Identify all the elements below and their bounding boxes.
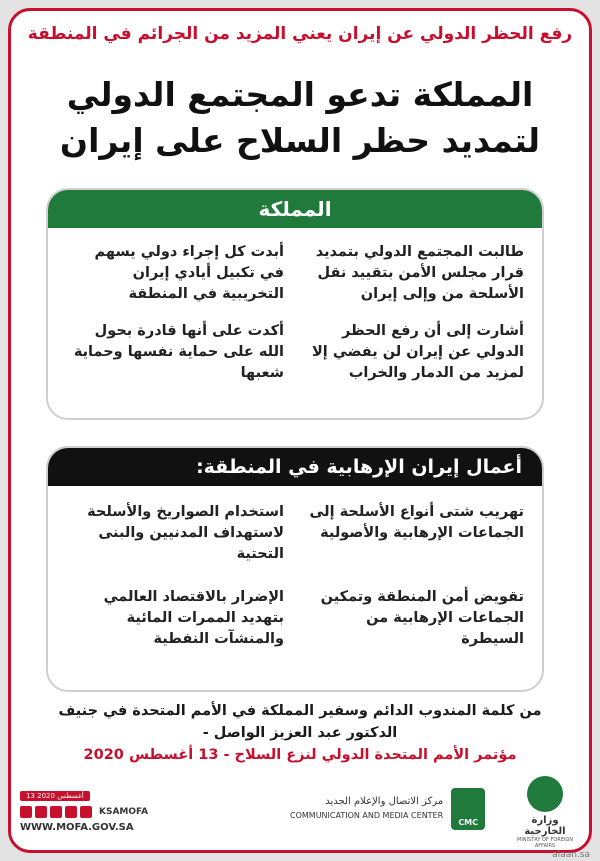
mofa-name-en: MINISTRY OF FOREIGN AFFAIRS	[517, 837, 573, 849]
social-links	[20, 806, 148, 818]
footer-social-block	[20, 790, 148, 833]
kingdom-item: أكدت على أنها قادرة بحول الله على حماية نفسها وحماية شعبها	[73, 323, 284, 381]
kingdom-card	[46, 188, 544, 420]
kingdom-item: طالبت المجتمع الدولي بتمديد قرار مجلس الأمن بتقييد نقل الأسلحة من وإلى إيران	[315, 244, 524, 302]
saudi-emblem-icon	[527, 776, 563, 812]
kingdom-item: أشارت إلى أن رفع الحظر الدولي عن إيران لن يفضي إلا لمزيد من الدمار والخراب	[312, 323, 524, 381]
title-line-2: لتمديد حظر السلاح على إيران	[59, 121, 541, 160]
iran-items-grid	[48, 486, 542, 650]
iran-item: تهريب شتى أنواع الأسلحة إلى الجماعات الإرهابية والأصولية	[309, 504, 524, 541]
facebook-icon[interactable]	[65, 806, 77, 818]
snapchat-icon[interactable]	[50, 806, 62, 818]
social-handle[interactable]: KSAMOFA	[99, 807, 149, 817]
quote-line-1: من كلمة المندوب الدائم وسفير المملكة في الأمم المتحدة في جنيف	[58, 703, 542, 719]
cmc-block	[290, 788, 485, 830]
subtitle: رفع الحظر الدولي عن إيران يعني المزيد من الجرائم في المنطقة	[27, 24, 573, 44]
kingdom-card-heading: المملكة	[48, 190, 542, 228]
quote-line-3: مؤتمر الأمم المتحدة الدولي لنزع السلاح - 13 أغسطس 2020	[83, 747, 517, 763]
cmc-name-en: COMMUNICATION AND MEDIA CENTER	[290, 811, 444, 820]
source-quote	[40, 700, 560, 766]
kingdom-item: أبدت كل إجراء دولي يسهم في تكبيل أيادي إيران التخريبية في المنطقة	[94, 244, 284, 302]
mofa-name-ar: وزارة الخارجية	[524, 815, 566, 837]
kingdom-items-grid	[48, 228, 542, 384]
mofa-logo	[510, 776, 580, 849]
twitter-icon[interactable]	[80, 806, 92, 818]
iran-item: تقويض أمن المنطقة وتمكين الجماعات الإرهابية من السيطرة	[320, 589, 524, 647]
iran-item: استخدام الصواريخ والأسلحة لاستهداف المدنيين والبنى التحتية	[87, 504, 284, 562]
iran-item: الإضرار بالاقتصاد العالمي بتهديد الممرات المائية والمنشآت النفطية	[103, 589, 284, 647]
cmc-logo-icon: CMC	[451, 788, 485, 830]
quote-line-2: الدكتور عبد العزيز الواصل -	[202, 725, 398, 741]
youtube-icon[interactable]	[20, 806, 32, 818]
date-badge: 13 أغسطس 2020	[20, 791, 90, 801]
page-title	[20, 72, 580, 164]
website-link[interactable]: WWW.MOFA.GOV.SA	[20, 822, 134, 833]
watermark-credit: alaan.sa	[552, 850, 590, 860]
iran-card	[46, 446, 544, 692]
iran-card-heading: أعمال إيران الإرهابية في المنطقة:	[48, 448, 542, 486]
cmc-text	[290, 795, 443, 823]
title-line-1: المملكة تدعو المجتمع الدولي	[66, 75, 534, 114]
instagram-icon[interactable]	[35, 806, 47, 818]
cmc-name-ar: مركز الاتصال والإعلام الجديد	[325, 796, 444, 807]
footer	[20, 770, 580, 849]
